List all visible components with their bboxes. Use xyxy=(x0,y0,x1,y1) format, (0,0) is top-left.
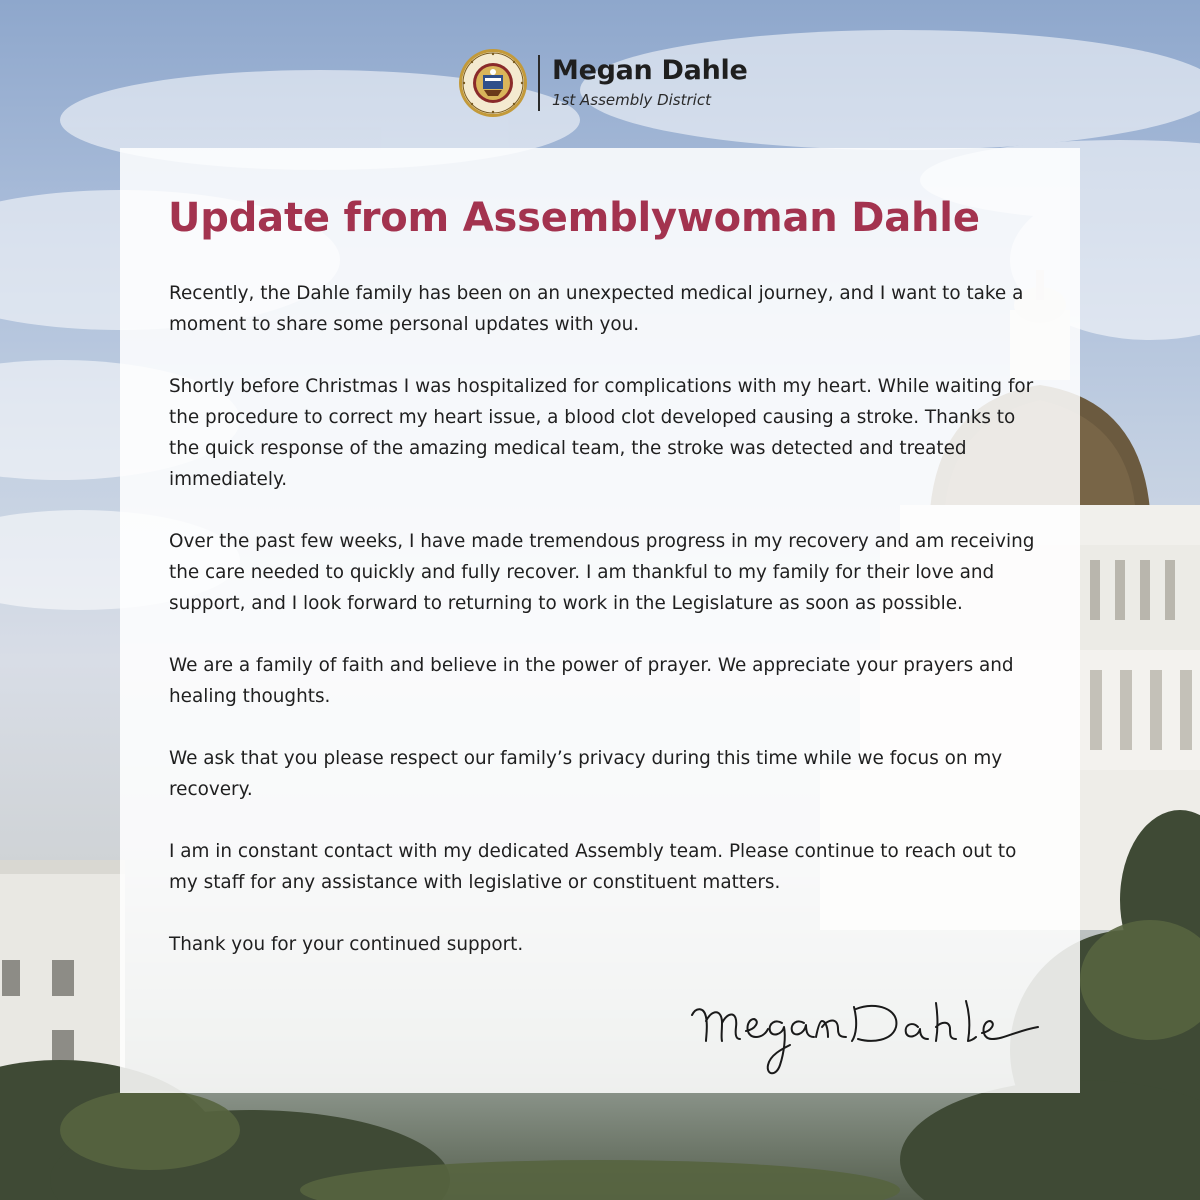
letter-card xyxy=(120,148,1080,1093)
letter-paragraph: Thank you for your continued support. xyxy=(169,934,524,955)
handwritten-signature xyxy=(686,993,1046,1083)
member-name: Megan Dahle xyxy=(552,55,748,86)
header xyxy=(458,48,747,118)
letter-paragraph: Recently, the Dahle family has been on an unexpected medical journey, and I want to take a moment to share some personal updates with you. xyxy=(169,283,1024,335)
letter-paragraph: I am in constant contact with my dedicated Assembly team. Please continue to reach out to my staff for any assistance with legislative or constituent matters. xyxy=(169,841,1017,893)
letter-paragraph: Over the past few weeks, I have made tremendous progress in my recovery and am receiving the care needed to quickly and fully recover. I am thankful to my family for their love and support, and I look forward to returning to work in the Legislature as soon as possible. xyxy=(169,531,1035,614)
california-state-assembly-seal-icon xyxy=(458,48,528,118)
header-divider xyxy=(538,55,540,111)
district-label: 1st Assembly District xyxy=(552,91,711,109)
letter-paragraph: Shortly before Christmas I was hospitalized for complications with my heart. While waiting for the procedure to correct my heart issue, a blood clot developed causing a stroke. Thanks to the quick response of the amazing medical team, the stroke was detected and treated immediately. xyxy=(169,376,1034,490)
letter-paragraph: We ask that you please respect our family’s privacy during this time while we focus on my recovery. xyxy=(169,748,1003,800)
letter-paragraph: We are a family of faith and believe in the power of prayer. We appreciate your prayers and healing thoughts. xyxy=(169,655,1014,707)
letter-title: Update from Assemblywoman Dahle xyxy=(168,195,980,241)
header-text xyxy=(552,55,747,111)
letter-body xyxy=(169,278,1039,991)
